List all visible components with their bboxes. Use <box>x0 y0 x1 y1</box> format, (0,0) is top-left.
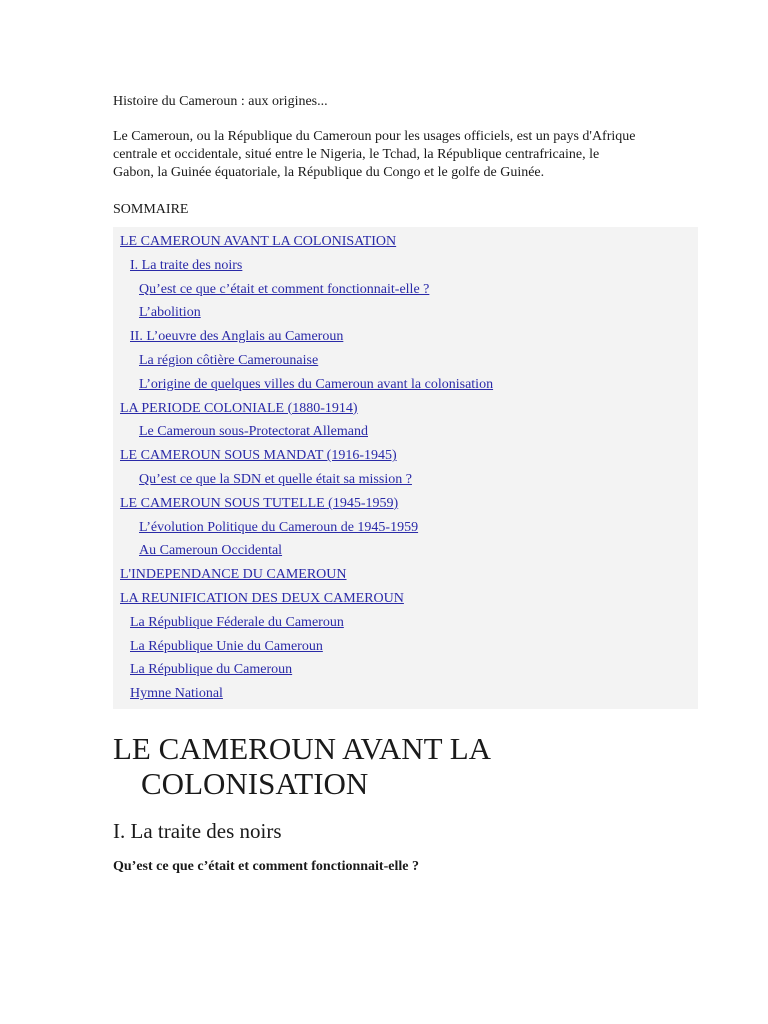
toc-link-republique-federale[interactable]: La République Féderale du Cameroun <box>130 614 344 630</box>
intro-paragraph: Le Cameroun, ou la République du Cameroun pour les usages officiels, est un pays d'Afrique centrale et occidentale, situé entre le Nigeria, le Tchad, la République centrafricaine, le Gabon, la Guinée équatoriale, la République du Congo et le golfe de Guinée. <box>113 129 636 180</box>
summary-label: SOMMAIRE <box>113 202 189 217</box>
toc-link-evolution-politique[interactable]: L’évolution Politique du Cameroun de 1945-1959 <box>139 519 419 535</box>
section-heading: LE CAMEROUN AVANT LA COLONISATION <box>113 730 490 801</box>
toc-link-sous-mandat[interactable]: LE CAMEROUN SOUS MANDAT (1916-1945) <box>120 448 397 464</box>
toc-link-origine-villes[interactable]: L’origine de quelques villes du Cameroun avant la colonisation <box>139 376 494 392</box>
toc-link-abolition[interactable]: L’abolition <box>139 305 201 321</box>
document-page <box>113 93 705 876</box>
toc-link-sous-tutelle[interactable]: LE CAMEROUN SOUS TUTELLE (1945-1959) <box>120 495 399 511</box>
toc-link-region-cotiere[interactable]: La région côtière Camerounaise <box>139 352 319 368</box>
toc-link-independance[interactable]: L'INDEPENDANCE DU CAMEROUN <box>120 567 347 583</box>
toc-link-avant-colonisation[interactable]: LE CAMEROUN AVANT LA COLONISATION <box>120 234 397 249</box>
toc-link-reunification[interactable]: LA REUNIFICATION DES DEUX CAMEROUN <box>120 590 404 606</box>
toc-link-sdn-mission[interactable]: Qu’est ce que la SDN et quelle était sa mission ? <box>139 471 412 487</box>
intro-title: Histoire du Cameroun : aux origines... <box>113 94 328 109</box>
toc-link-cameroun-occidental[interactable]: Au Cameroun Occidental <box>139 543 283 559</box>
toc-link-fonctionnement[interactable]: Qu’est ce que c’était et comment fonctionnait-elle ? <box>139 281 430 297</box>
toc-link-traite-des-noirs[interactable]: I. La traite des noirs <box>130 257 243 273</box>
toc-link-republique-du-cameroun[interactable]: La République du Cameroun <box>130 662 293 678</box>
subsubsection-heading: Qu’est ce que c’était et comment fonctionnait-elle ? <box>113 858 419 874</box>
subsection-heading: I. La traite des noirs <box>113 818 282 843</box>
toc-link-protectorat-allemand[interactable]: Le Cameroun sous-Protectorat Allemand <box>139 424 368 440</box>
toc-link-republique-unie[interactable]: La République Unie du Cameroun <box>130 638 323 654</box>
toc-link-hymne-national[interactable]: Hymne National <box>130 686 223 702</box>
table-of-contents <box>113 227 698 709</box>
toc-link-oeuvre-anglais[interactable]: II. L’oeuvre des Anglais au Cameroun <box>130 329 344 345</box>
toc-link-periode-coloniale[interactable]: LA PERIODE COLONIALE (1880-1914) <box>120 400 358 416</box>
